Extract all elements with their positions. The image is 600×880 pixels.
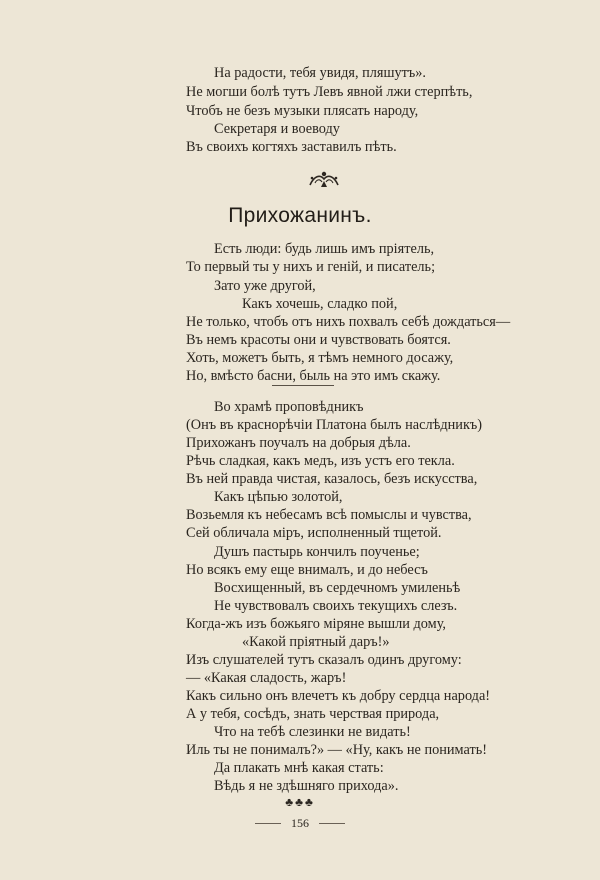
verse-line: Иль ты не понималъ?» — «Ну, какъ не понимать! <box>186 742 487 758</box>
verse-line: Восхищенный, въ сердечномъ умиленьѣ <box>214 580 461 596</box>
verse-line: Въ немъ красоты они и чувствовать боятся. <box>186 332 451 348</box>
verse-line: Рѣчь сладкая, какъ медъ, изъ устъ его текла. <box>186 453 455 469</box>
verse-line: Не только, чтобъ отъ нихъ похвалъ себѣ дождаться— <box>186 314 511 330</box>
verse-line: «Какой пріятный даръ!» <box>242 634 390 650</box>
verse-line: Зато уже другой, <box>214 278 316 294</box>
verse-line: Но, вмѣсто басни, быль на это имъ скажу. <box>186 368 441 384</box>
verse-line: Въ своихъ когтяхъ заставилъ пѣть. <box>186 139 397 155</box>
verse-line: Что на тебѣ слезинки не видать! <box>214 724 411 740</box>
verse-line: Какъ сильно онъ влечетъ къ добру сердца народа! <box>186 688 491 704</box>
folio <box>0 814 600 832</box>
verse-line: Не чувствовалъ своихъ текущихъ слезъ. <box>214 598 458 614</box>
verse-line: Когда-жъ изъ божьяго міряне вышли дому, <box>186 616 446 632</box>
verse-line: То первый ты у нихъ и геній, и писатель; <box>186 259 436 275</box>
section-divider <box>272 385 334 386</box>
verse-line: Душъ пастырь кончилъ поученье; <box>214 544 420 560</box>
verse-line: Прихожанъ поучалъ на добрыя дѣла. <box>186 435 411 451</box>
end-ornament: ♣♣♣ <box>285 795 315 809</box>
verse-line: Не могши болѣ тутъ Левъ явной лжи стерпѣть, <box>186 84 473 100</box>
verse-line: Да плакать мнѣ какая стать: <box>214 760 384 776</box>
verse-line: (Онъ въ краснорѣчіи Платона былъ наслѣдникъ) <box>186 417 483 433</box>
folio-rule-right <box>319 823 345 824</box>
verse-line: Какъ хочешь, сладко пой, <box>242 296 398 312</box>
verse-line: Но всякъ ему еще внималъ, и до небесъ <box>186 562 428 578</box>
page-number: 156 <box>291 816 309 830</box>
verse-line: На радости, тебя увидя, пляшутъ». <box>214 65 427 81</box>
verse-line: Во храмѣ проповѣдникъ <box>214 399 364 415</box>
verse-line: — «Какая сладость, жаръ! <box>186 670 347 686</box>
verse-line: Какъ цѣпью золотой, <box>214 489 343 505</box>
verse-line: Есть люди: будь лишь имъ пріятель, <box>214 241 435 257</box>
verse-line: Сей обличала міръ, исполненный тщетой. <box>186 525 442 541</box>
folio-rule-left <box>255 823 281 824</box>
verse-line: А у тебя, сосѣдъ, знать черствая природа, <box>186 706 440 722</box>
verse-line: Чтобъ не безъ музыки плясать народу, <box>186 103 419 119</box>
verse-line: Изъ слушателей тутъ сказалъ одинъ другому: <box>186 652 462 668</box>
verse-line: Возьемля къ небесамъ всѣ помыслы и чувства, <box>186 507 472 523</box>
verse-line: Секретаря и воеводу <box>214 121 340 137</box>
verse-line: Въ ней правда чистая, казалось, безъ искусства, <box>186 471 478 487</box>
fleuron-ornament-icon <box>307 168 341 190</box>
verse-line: Вѣдь я не здѣшняго прихода». <box>214 778 399 794</box>
fable-title: Прихожанинъ. <box>228 204 372 227</box>
verse-line: Хоть, можетъ быть, я тѣмъ немного досажу, <box>186 350 454 366</box>
